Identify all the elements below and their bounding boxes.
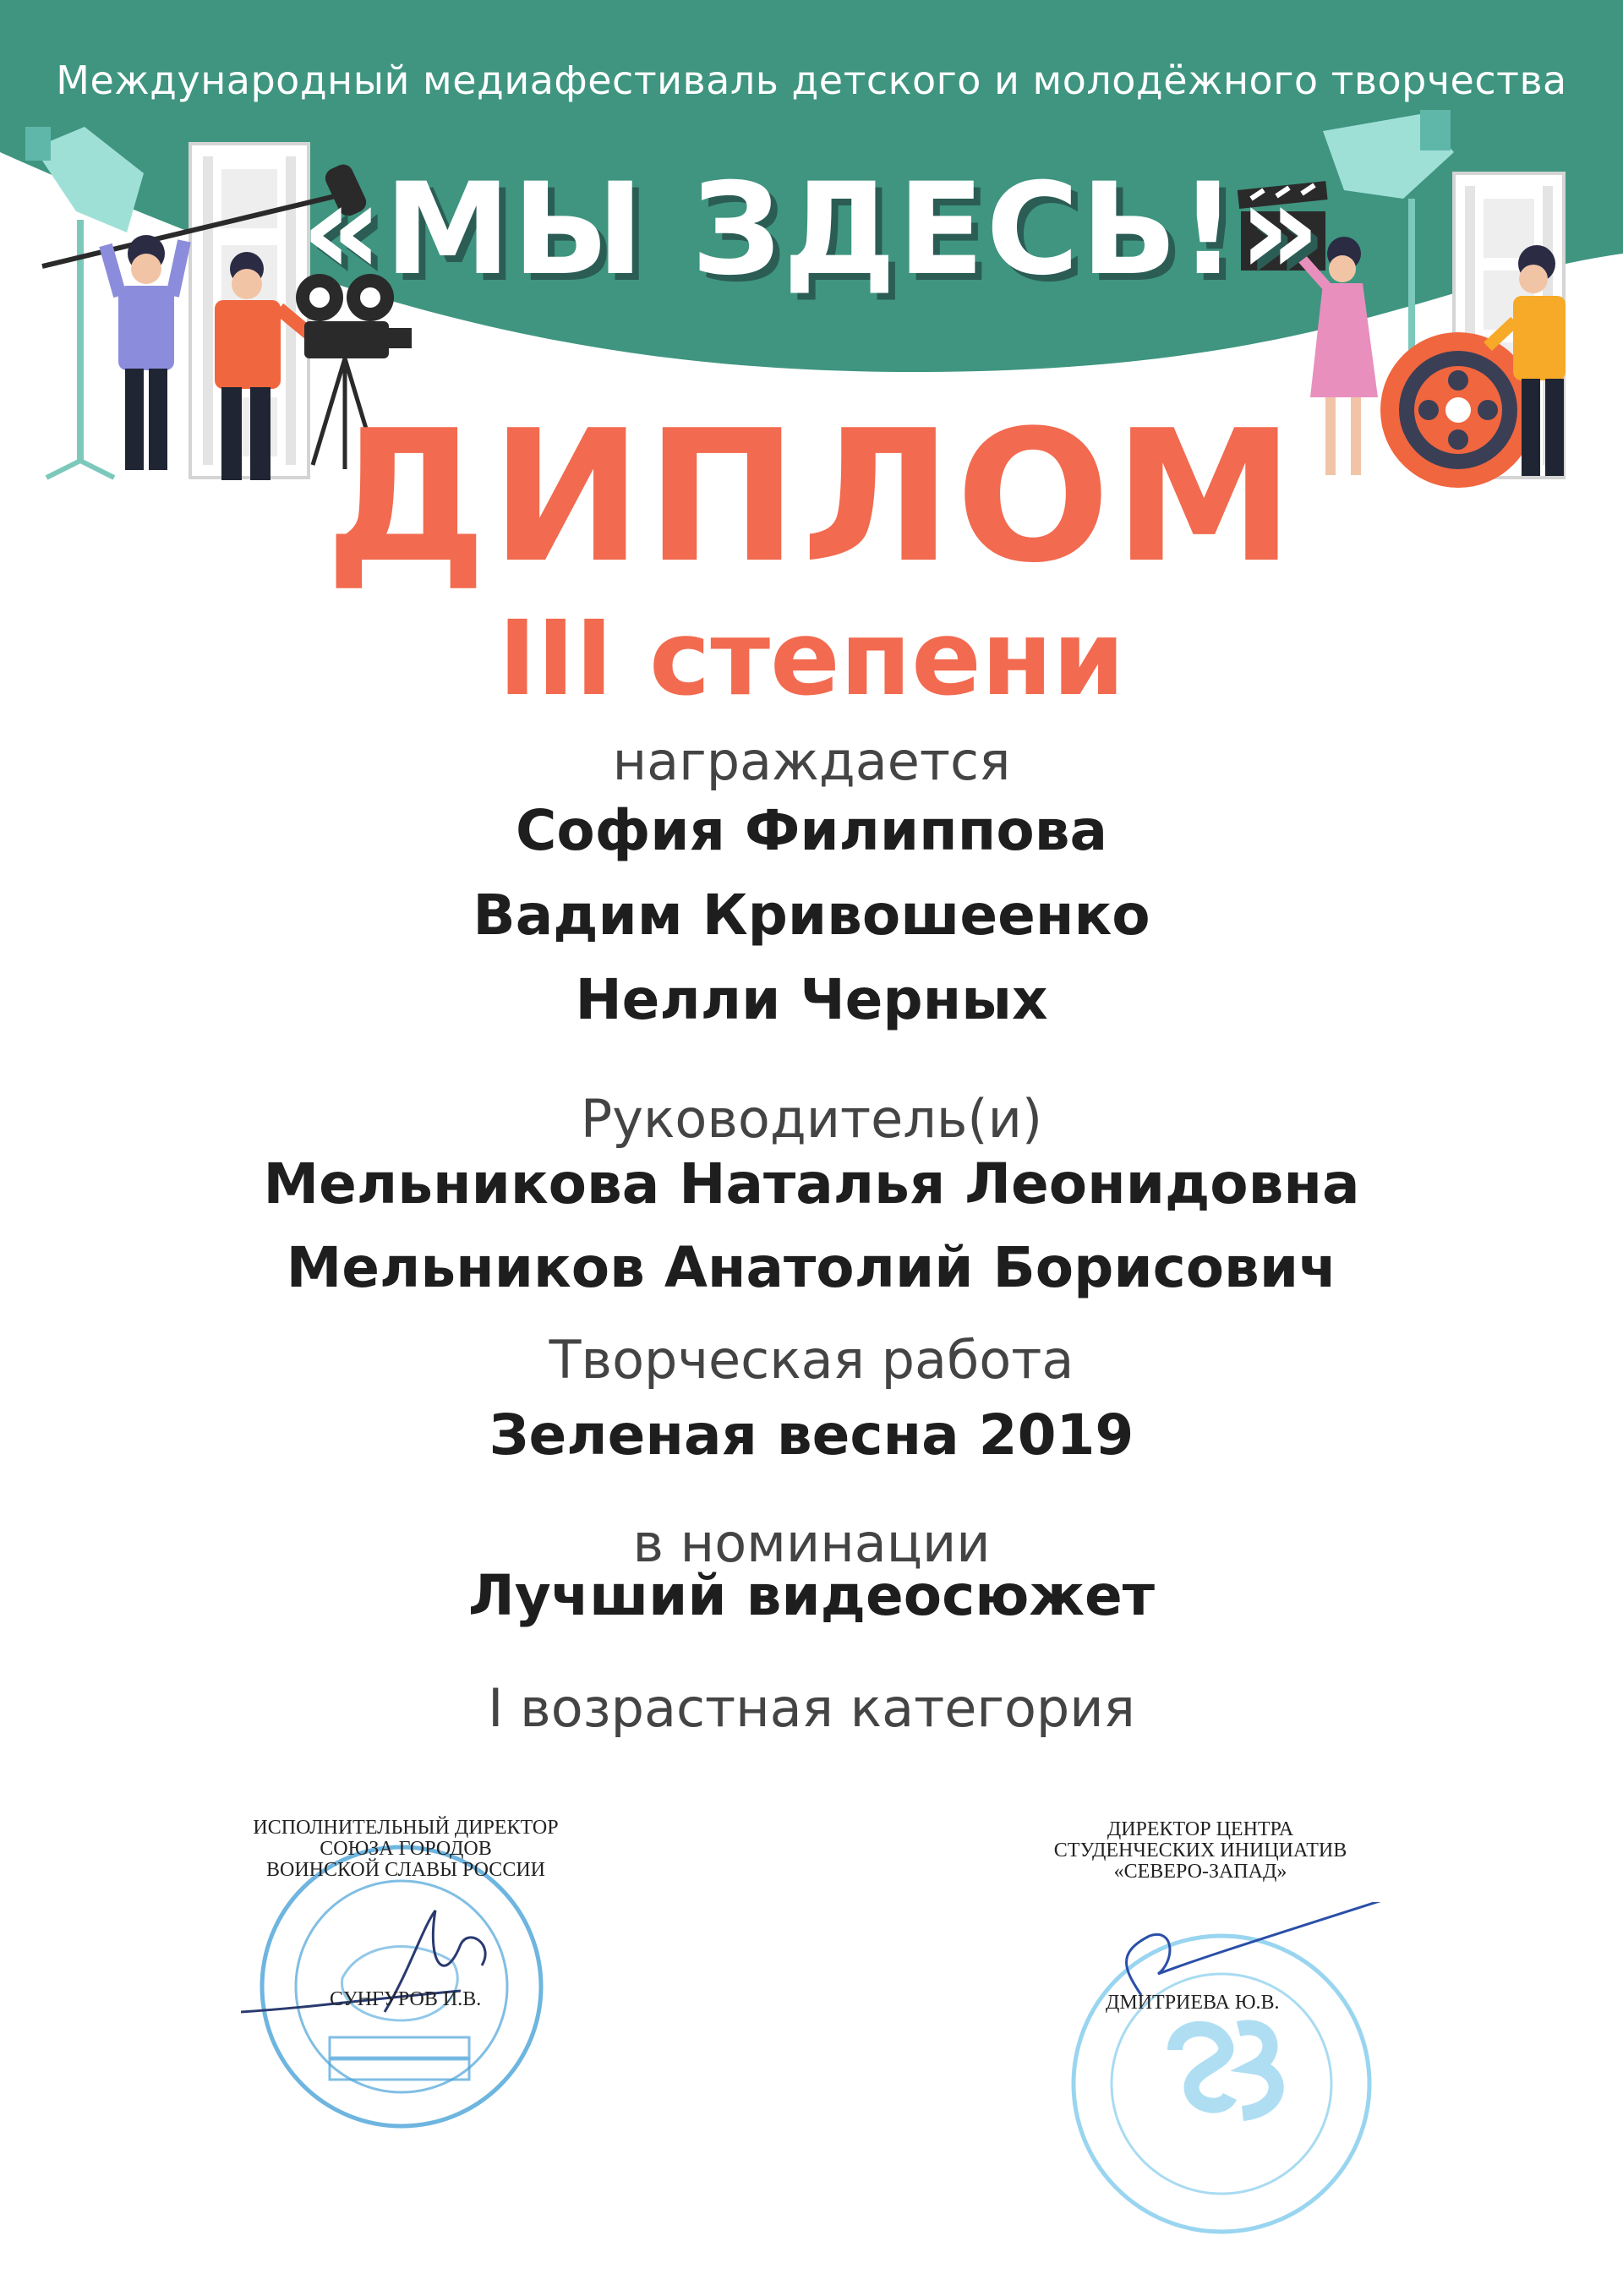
nomination-value: Лучший видеосюжет bbox=[467, 1563, 1156, 1628]
signature-title-line: ДИРЕКТОР ЦЕНТРА bbox=[1107, 1818, 1294, 1840]
awardee-name: Вадим Кривошеенко bbox=[473, 883, 1150, 948]
awardee-name: Нелли Черных bbox=[575, 967, 1048, 1032]
signature-title-line: СОЮЗА ГОРОДОВ bbox=[320, 1838, 492, 1861]
official-stamp-right bbox=[1048, 1902, 1386, 2240]
diploma-degree: III степени bbox=[498, 599, 1125, 719]
signature-title-line: «СЕВЕРО-ЗАПАД» bbox=[1113, 1861, 1287, 1883]
signature-title-line: СТУДЕНЧЕСКИХ ИНИЦИАТИВ bbox=[1053, 1840, 1347, 1862]
supervisors-label: Руководитель(и) bbox=[580, 1088, 1043, 1150]
festival-title: «МЫ ЗДЕСЬ!» bbox=[300, 156, 1323, 303]
nomination-label: в номинации bbox=[632, 1512, 991, 1574]
work-label: Творческая работа bbox=[549, 1329, 1074, 1391]
supervisor-name: Мельников Анатолий Борисович bbox=[286, 1235, 1337, 1300]
diploma-title: ДИПЛОМ bbox=[325, 391, 1298, 603]
signature-title-line: ИСПОЛНИТЕЛЬНЫЙ ДИРЕКТОР bbox=[253, 1817, 559, 1839]
festival-subtitle: Международный медиафестиваль детского и молодёжного творчества bbox=[56, 57, 1567, 103]
signature-title-line: ВОИНСКОЙ СЛАВЫ РОССИИ bbox=[266, 1859, 545, 1882]
age-category: I возрастная категория bbox=[488, 1677, 1135, 1739]
signatory-name-left: СУНГУРОВ И.В. bbox=[330, 1988, 482, 2010]
signatory-name-right: ДМИТРИЕВА Ю.В. bbox=[1106, 1992, 1280, 2014]
awarded-label: награждается bbox=[612, 730, 1011, 792]
work-title: Зеленая весна 2019 bbox=[489, 1402, 1134, 1468]
supervisor-name: Мельникова Наталья Леонидовна bbox=[263, 1151, 1360, 1216]
awardee-name: София Филиппова bbox=[516, 798, 1107, 863]
